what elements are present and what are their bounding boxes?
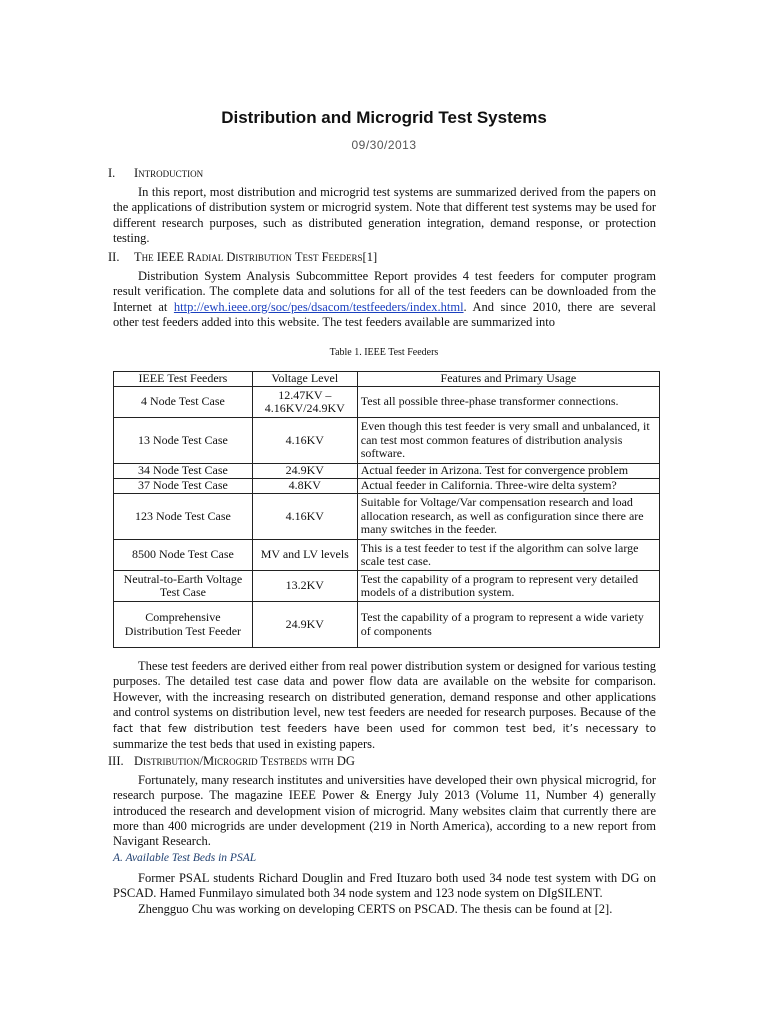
voltage-level: 12.47KV – 4.16KV/24.9KV xyxy=(252,387,357,418)
features-usage: Actual feeder in California. Three-wire delta system? xyxy=(357,479,659,494)
psal-paragraph-2: Zhengguo Chu was working on developing CERTS on PSCAD. The thesis can be found at [2]. xyxy=(138,902,613,916)
table-row xyxy=(114,540,660,571)
feeders-paragraph xyxy=(113,269,656,330)
voltage-level: 24.9KV xyxy=(252,464,357,479)
feeder-name: Comprehensive Distribution Test Feeder xyxy=(114,602,253,648)
table-row xyxy=(114,418,660,464)
table-caption: Table 1. IEEE Test Feeders xyxy=(329,347,439,358)
feeder-name: 123 Node Test Case xyxy=(114,494,253,540)
header-features: Features and Primary Usage xyxy=(357,372,659,387)
derived-text-b: of the fact that few distribution test feeders have been used for common test bed, it’s necessary to xyxy=(113,706,657,736)
section-numeral: II. xyxy=(108,250,120,264)
feeder-name: 8500 Node Test Case xyxy=(114,540,253,571)
microgrid-paragraph: Fortunately, many research institutes and universities have developed their own physical microgrid, for research purpose. The magazine IEEE Power & Energy July 2013 (Volume 11, Number 4) generally introduced the research and development vision of microgrid. Many websites claim that currently there are more than 400 microgrids are under development (219 in North America), according to a new report from Navigant Research. xyxy=(113,773,656,849)
feeders-text-before-link: Distribution System Analysis Subcommittee Report provides 4 test feeders for computer program result verification. The complete data and solutions for all of the test feeders can be downloaded from the Internet at xyxy=(113,269,656,314)
feeder-name: 37 Node Test Case xyxy=(114,479,253,494)
feeder-name: Neutral-to-Earth Voltage Test Case xyxy=(114,571,253,602)
section-title: Introduction xyxy=(134,166,204,180)
features-usage: Suitable for Voltage/Var compensation research and load allocation research, as well as configuration since there are many switches in the feeder. xyxy=(357,494,659,540)
derived-paragraph xyxy=(113,659,656,753)
voltage-level: 4.16KV xyxy=(252,494,357,540)
document-date: 09/30/2013 xyxy=(351,138,417,152)
features-usage: Actual feeder in Arizona. Test for convergence problem xyxy=(357,464,659,479)
document-title: Distribution and Microgrid Test Systems xyxy=(221,108,547,127)
feeder-name: 13 Node Test Case xyxy=(114,418,253,464)
subsection-heading-psal: A. Available Test Beds in PSAL xyxy=(113,852,257,864)
features-usage: This is a test feeder to test if the algorithm can solve large scale test case. xyxy=(357,540,659,571)
ieee-test-feeders-table xyxy=(113,371,660,648)
features-usage: Test the capability of a program to represent very detailed models of a distribution system. xyxy=(357,571,659,602)
derived-text-a: These test feeders are derived either from real power distribution system or designed for various testing purposes. The detailed test case data and power flow data are available on the website for comparison. However, with the increasing research on distributed generation, demand response and other applications and control systems on distribution level, new test feeders are needed for research purposes. Because xyxy=(113,659,656,719)
table-row xyxy=(114,602,660,648)
features-usage: Even though this test feeder is very small and unbalanced, it can test most common features of distribution analysis software. xyxy=(357,418,659,464)
table-row xyxy=(114,387,660,418)
table-row xyxy=(114,464,660,479)
section-heading-introduction xyxy=(108,166,203,181)
derived-text-c: summarize the test beds that used in existing papers. xyxy=(113,737,376,752)
table-header-row xyxy=(114,372,660,387)
psal-paragraph-1: Former PSAL students Richard Douglin and Fred Ituzaro both used 34 node test system with DG on PSCAD. Hamed Funmilayo simulated both 34 node system and 123 node system on DIgSILENT. xyxy=(113,871,656,901)
table-row xyxy=(114,571,660,602)
section-title: The IEEE Radial Distribution Test Feeders[1] xyxy=(134,250,378,264)
voltage-level: MV and LV levels xyxy=(252,540,357,571)
feeder-name: 4 Node Test Case xyxy=(114,387,253,418)
feeders-text-after-link: . And since 2010, there are several other test feeders added into this website. The test feeders available are summarized into xyxy=(113,299,657,329)
intro-paragraph: In this report, most distribution and microgrid test systems are summarized derived from the papers on the applications of distribution system or microgrid system. Note that different test systems may be used for different research purposes, such as distributed generation integration, demand response, or protection testing. xyxy=(113,185,656,245)
section-heading-ieee-feeders xyxy=(108,250,377,265)
header-feeders: IEEE Test Feeders xyxy=(114,372,253,387)
voltage-level: 4.16KV xyxy=(252,418,357,464)
table-row xyxy=(114,494,660,540)
section-title: Distribution/Microgrid Testbeds with DG xyxy=(134,754,355,768)
section-numeral: III. xyxy=(108,754,124,768)
voltage-level: 24.9KV xyxy=(252,602,357,648)
table-row xyxy=(114,479,660,494)
testfeeders-link[interactable]: http://ewh.ieee.org/soc/pes/dsacom/testfeeders/index.html xyxy=(173,299,464,314)
features-usage: Test the capability of a program to represent a wide variety of components xyxy=(357,602,659,648)
features-usage: Test all possible three-phase transformer connections. xyxy=(357,387,659,418)
voltage-level: 13.2KV xyxy=(252,571,357,602)
feeder-name: 34 Node Test Case xyxy=(114,464,253,479)
section-numeral: I. xyxy=(108,166,116,180)
section-heading-testbeds xyxy=(108,754,355,769)
header-voltage: Voltage Level xyxy=(252,372,357,387)
voltage-level: 4.8KV xyxy=(252,479,357,494)
